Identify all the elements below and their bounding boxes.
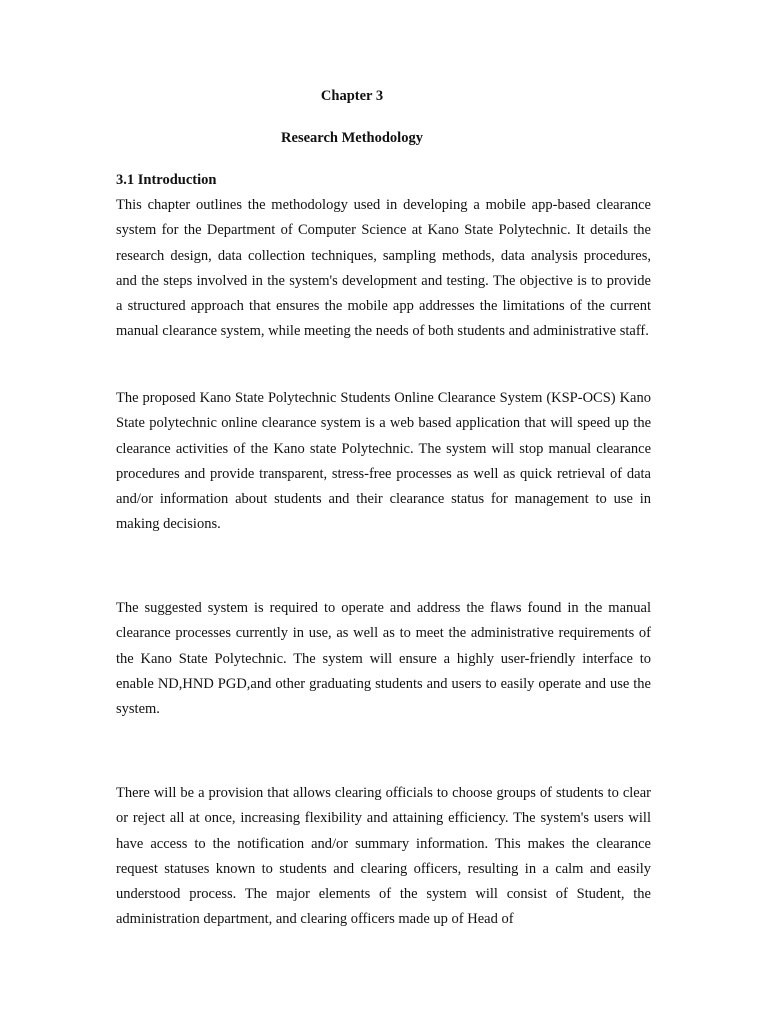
paragraph-provision: There will be a provision that allows clearing officials to choose groups of students to clear or reject all at once, increasing flexibility and attaining efficiency. The system's users will have access to the notification and/or summary information. This makes the clearance request statuses known to students and clearing officers, resulting in a calm and easily understood process. The major elements of the system will consist of Student, the administration department, and clearing officers made up of Head of xyxy=(116,785,651,928)
page-title: Research Methodology xyxy=(281,130,423,146)
paragraph-intro: This chapter outlines the methodology used in developing a mobile app-based clearance system for the Department of Computer Science at Kano State Polytechnic. It details the research design, data collection techniques, sampling methods, data analysis procedures, and the steps involved in the system's development and testing. The objective is to provide a structured approach that ensures the mobile app addresses the limitations of the current manual clearance system, while meeting the needs of both students and administrative staff. xyxy=(116,197,651,340)
paragraph-suggested-system: The suggested system is required to operate and address the flaws found in the manual clearance processes currently in use, as well as to meet the administrative requirements of the Kano State Polytechnic. The system will ensure a highly user-friendly interface to enable ND,HND PGD,and other graduating students and users to easily operate and use the system. xyxy=(116,600,651,718)
chapter-label: Chapter 3 xyxy=(320,88,384,104)
paragraph-proposed-system: The proposed Kano State Polytechnic Students Online Clearance System (KSP-OCS) Kano State polytechnic online clearance system is a web based application that will speed up the clearance activities of the Kano state Polytechnic. The system will stop manual clearance procedures and provide transparent, stress-free processes as well as quick retrieval of data and/or information about students and their clearance status for management to use in making decisions. xyxy=(116,390,651,533)
section-heading: 3.1 Introduction xyxy=(116,172,217,188)
